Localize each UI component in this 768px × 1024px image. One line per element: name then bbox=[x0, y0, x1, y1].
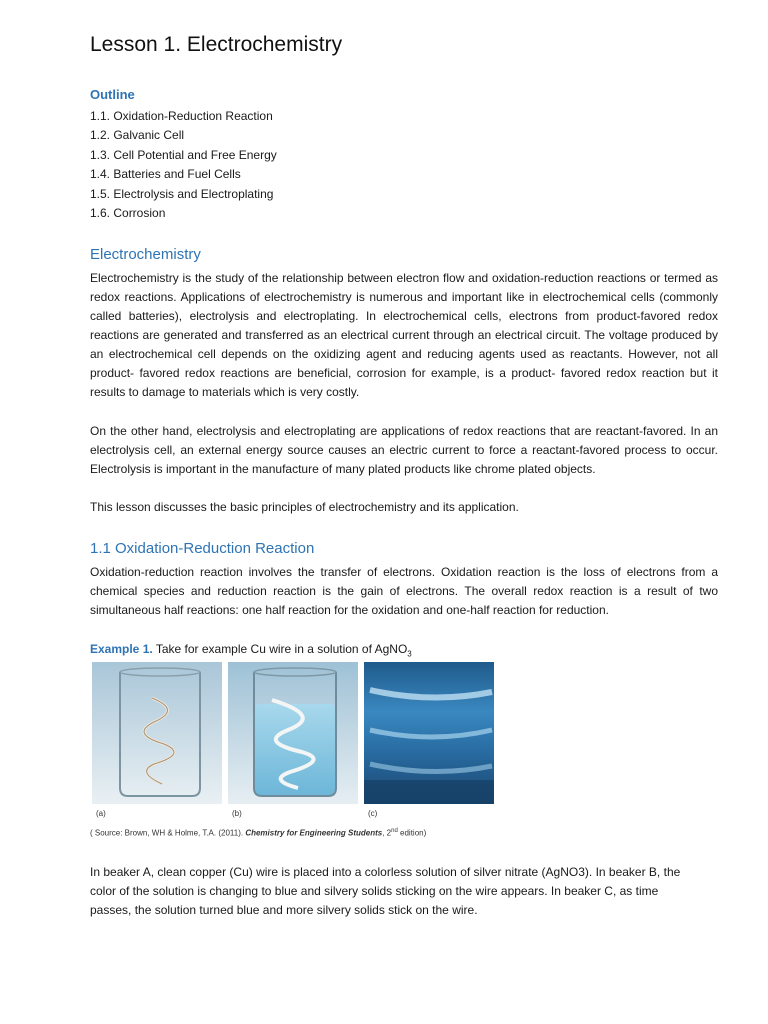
example-subscript: 3 bbox=[407, 649, 412, 659]
example-line bbox=[90, 642, 412, 658]
caption-prefix: ( Source: Brown, WH & Holme, T.A. (2011). bbox=[90, 828, 246, 838]
caption-book-title: Chemistry for Engineering Students bbox=[245, 828, 383, 838]
outline-item: 1.4. Batteries and Fuel Cells bbox=[90, 167, 241, 182]
lesson-title: Lesson 1. Electrochemistry bbox=[90, 33, 343, 56]
example-label: Example 1. bbox=[90, 642, 153, 656]
section-heading-redox: 1.1 Oxidation-Reduction Reaction bbox=[90, 540, 315, 557]
paragraph-intro: Electrochemistry is the study of the relationship between electron flow and oxidation-reduction reactions or termed as redox reactions. Applications of electrochemistry is numerous and important like in electrochemical cells (commonly called batteries), electrolysis and electroplating. In electrochemical cells, electrons from product-favored redox reactions are generated and transferred as an electrical current through an electrical circuit. The voltage produced by an electrochemical cell depends on the oxidizing agent and reducing agents used as reactants. However, not all product- favored redox reactions are beneficial, corrosion for example, is a product- favored redox reaction but it results to damage to materials which is very costly. bbox=[90, 271, 718, 399]
outline-item: 1.6. Corrosion bbox=[90, 205, 166, 220]
panel-label-b: (b) bbox=[232, 809, 242, 818]
caption-edition-sup: nd bbox=[391, 828, 398, 834]
outline-heading: Outline bbox=[90, 87, 135, 102]
paragraph-beakers: In beaker A, clean copper (Cu) wire is placed into a colorless solution of silver nitrate (AgNO3). In beaker B, the color of the solution is changing to blue and silvery solids sticking on the wire appears. In beaker C, as time passes, the solution turned blue and more silvery solids stick on the wire. bbox=[90, 865, 681, 917]
example-text: Take for example Cu wire in a solution of AgNO bbox=[152, 642, 408, 656]
beaker-a-photo bbox=[92, 662, 222, 804]
outline-item: 1.3. Cell Potential and Free Energy bbox=[90, 147, 277, 162]
caption-suffix: edition) bbox=[397, 828, 427, 838]
paragraph-redox: Oxidation-reduction reaction involves the transfer of electrons. Oxidation reaction is the loss of electrons from a chemical species and reduction reaction is the gain of electrons. The overall redox reaction is a result of two simultaneous half reactions: one half reaction for the oxidation and one-half reaction for reduction. bbox=[90, 565, 718, 617]
figure-caption bbox=[90, 828, 426, 838]
beaker-photos-figure bbox=[92, 660, 494, 822]
beaker-c-photo bbox=[364, 662, 494, 804]
caption-edition: , 2 bbox=[382, 828, 392, 838]
panel-label-a: (a) bbox=[96, 809, 106, 818]
outline-item: 1.2. Galvanic Cell bbox=[90, 128, 185, 143]
outline-item: 1.1. Oxidation-Reduction Reaction bbox=[90, 109, 273, 123]
paragraph-electrolysis: On the other hand, electrolysis and electroplating are applications of redox reactions that are reactant-favored. In an electrolysis cell, an external energy source causes an electric current to force a reactant-favored process to occur. Electrolysis is important in the manufacture of many plated products like chrome plated objects. bbox=[90, 424, 718, 476]
panel-label-c: (c) bbox=[368, 809, 378, 818]
outline-list bbox=[90, 107, 277, 223]
outline-item: 1.5. Electrolysis and Electroplating bbox=[90, 186, 274, 201]
section-heading-electrochemistry: Electrochemistry bbox=[90, 246, 201, 263]
beaker-b-photo bbox=[228, 662, 358, 804]
paragraph-lesson-summary: This lesson discusses the basic principles of electrochemistry and its application. bbox=[90, 500, 519, 514]
